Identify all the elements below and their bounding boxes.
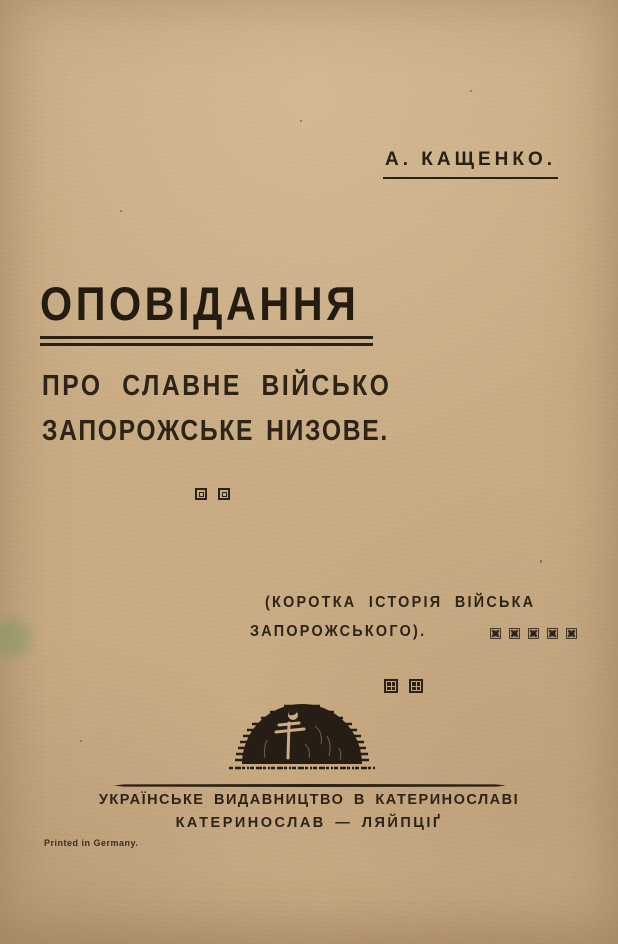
subtitle-line-1: ПРО СЛАВНЕ ВІЙСЬКО [42, 370, 392, 402]
rosette-ornament-icon [509, 628, 520, 639]
publisher-imprint [0, 793, 618, 830]
printed-in-germany-note: Printed in Germany. [44, 838, 139, 848]
nested-square-ornament-icon [195, 488, 207, 500]
nested-square-ornaments [195, 488, 230, 500]
rule-line [40, 343, 373, 346]
note-line-2: ЗАПОРОЖСЬКОГО). [250, 623, 427, 640]
subtitle-line-2: ЗАПОРОЖСЬКЕ НИЗОВЕ. [42, 415, 389, 447]
title-double-rule [40, 336, 373, 346]
paper-speck [300, 120, 302, 122]
subtitle [42, 372, 453, 446]
rosette-ornament-icon [566, 628, 577, 639]
green-stain [0, 612, 38, 664]
nested-square-ornament-icon [218, 488, 230, 500]
rule-line [40, 336, 373, 339]
rosette-ornaments [490, 628, 577, 639]
note-line-1: (КОРОТКА ІСТОРІЯ ВІЙСЬКА [265, 594, 536, 611]
publisher-line-2: КАТЕРИНОСЛАВ — ЛЯЙПЦІҐ [175, 814, 443, 831]
book-title: ОПОВІДАННЯ [40, 277, 360, 330]
grid-square-ornament-icon [384, 679, 398, 693]
grid-square-ornaments [384, 679, 423, 693]
grid-square-ornament-icon [409, 679, 423, 693]
paper-speck [120, 210, 122, 212]
rosette-ornament-icon [547, 628, 558, 639]
short-history-note [250, 595, 577, 640]
rosette-ornament-icon [528, 628, 539, 639]
author-name: А. КАЩЕНКО. [383, 149, 558, 179]
burial-mound-vignette-icon [227, 696, 377, 774]
publisher-line-1: УКРАЇНСЬКЕ ВИДАВНИЦТВО В КАТЕРИНОСЛАВІ [98, 792, 520, 808]
paper-speck [80, 740, 82, 742]
publisher-rule [114, 784, 506, 787]
paper-speck [470, 90, 472, 92]
paper-speck [540, 560, 542, 563]
rosette-ornament-icon [490, 628, 501, 639]
